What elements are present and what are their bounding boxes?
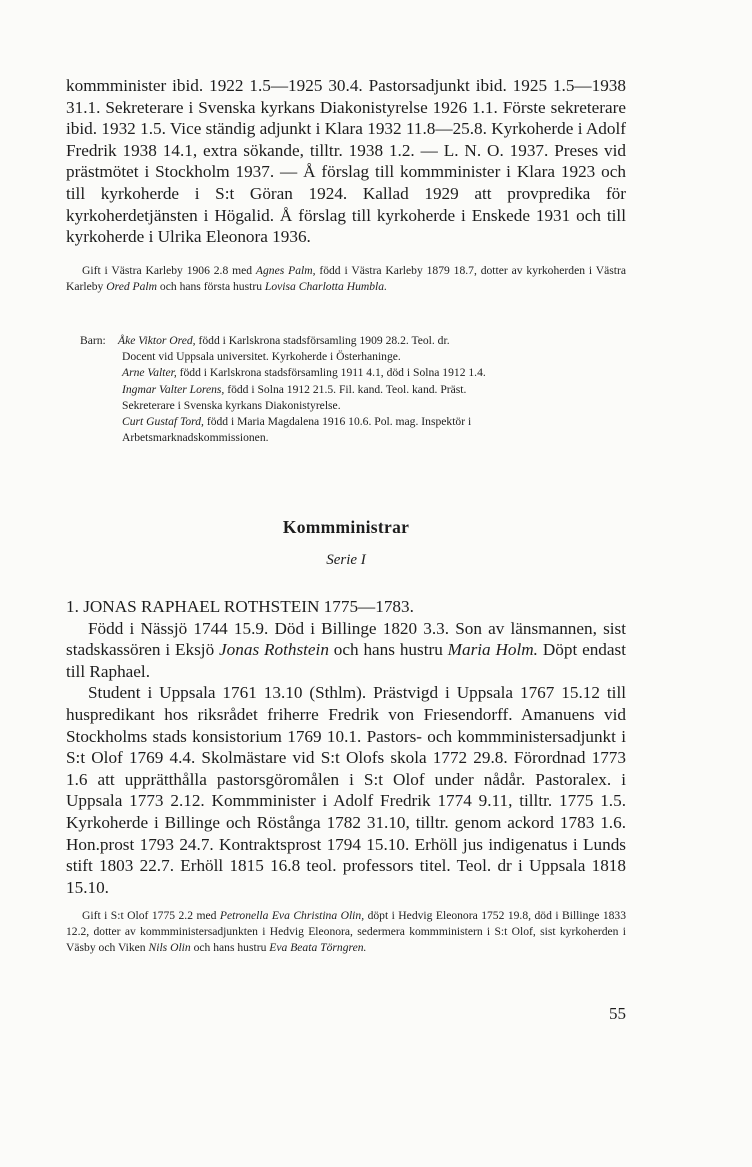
section-title: Kommministrar	[282, 517, 410, 537]
marriage-text: och hans första hustru	[157, 280, 265, 294]
continued-biography-paragraph	[66, 75, 626, 248]
child-name: Arne Valter,	[122, 366, 177, 380]
marriage-note	[66, 263, 626, 295]
child-details-cont: Arbetsmarknadskommissionen.	[122, 431, 269, 445]
marriage-text: Gift i Västra Karleby 1906 2.8 med	[82, 264, 256, 277]
biography-text: kommminister ibid. 1922 1.5—1925 30.4. Pastorsadjunkt ibid. 1925 1.5—1938 31.1. Sekreterare i Svenska kyrkans Diakonistyrelse 1926 1.1. Förste sekreterare ibid. 1932 1.5. Vice ständig adjunkt i Klara 1932 11.8—25.8. Kyrkoherde i Adolf Fredrik 1938 14.1, extra sökande, tilltr. 1938 1.2. — L. N. O. 1937. Preses vid prästmötet i Stockholm 1937. — Å förslag till kommminister i Klara 1923 och till kyrkoherde i S:t Göran 1924. Kallad 1929 att provpredika för kyrkoherdetjänsten i Högalid. Å förslag till kyrkoherde i Enskede 1931 och till kyrkoherde i Ulrika Eleonora 1936.	[66, 76, 626, 247]
entry-paragraph	[66, 618, 626, 683]
wife-name: Agnes Palm,	[255, 264, 316, 277]
child-entry	[80, 414, 628, 430]
child-name: Ingmar Valter Lorens,	[122, 382, 225, 396]
section-series: Serie I	[326, 552, 366, 568]
child-details: född i Maria Magdalena 1916 10.6. Pol. mag. Inspektör i	[203, 415, 472, 429]
child-details: född i Karlskrona stadsförsamling 1909 28.2. Teol. dr.	[195, 334, 450, 347]
page-number: 55	[609, 1004, 626, 1023]
children-list	[80, 333, 628, 446]
marriage-text: Gift i S:t Olof 1775 2.2 med	[82, 909, 220, 922]
entry-heading: 1. JONAS RAPHAEL ROTHSTEIN 1775—1783.	[66, 597, 414, 616]
wife-name: Petronella Eva Christina Olin,	[219, 909, 365, 922]
marriage-text: och hans hustru	[190, 941, 270, 955]
child-entry	[80, 333, 628, 349]
child-details-cont: Docent vid Uppsala universitet. Kyrkoherde i Österhaninge.	[122, 350, 401, 364]
child-details: född i Karlskrona stadsförsamling 1911 4.1, död i Solna 1912 1.4.	[176, 366, 486, 380]
children-label: Barn:	[80, 334, 106, 347]
child-entry	[80, 382, 628, 398]
child-name: Curt Gustaf Tord,	[122, 415, 204, 429]
child-name: Åke Viktor Ored,	[118, 334, 196, 347]
entry-text: och hans hustru	[328, 640, 448, 660]
marriage-note	[66, 908, 626, 957]
mother-name: Maria Holm.	[447, 640, 538, 660]
entry-paragraph: Student i Uppsala 1761 13.10 (Sthlm). Prästvigd i Uppsala 1767 15.12 till huspredikant hos riksrådet friherre Fredrik von Friesendorff. Amanuens vid Stockholms stads konsistorium 1769 10.1. Pastors- och kommministersadjunkt i S:t Olof 1769 4.4. Skolmästare vid S:t Olofs skola 1772 29.8. Förordnad 1773 1.6 att upprätthålla pastorsgöromålen i S:t Olof under nådår. Pastoralex. i Uppsala 1773 2.12. Kommminister i Adolf Fredrik 1774 9.11, tilltr. 1775 1.5. Kyrkoherde i Billinge och Röstånga 1782 31.10, tilltr. genom ackord 1783 1.6. Hon.prost 1793 24.7. Kontraktsprost 1794 15.10. Erhöll jus indigenatus i Lunds stift 1803 22.7. Erhöll 1815 16.8 teol. professors titel. Teol. dr i Uppsala 1818 15.10.	[66, 683, 626, 897]
child-details-cont: Sekreterare i Svenska kyrkans Diakonistyrelse.	[122, 398, 341, 412]
father-name: Jonas Rothstein	[219, 640, 329, 660]
marriage-text: född i Västra Karleby 1879 18.7, dotter av kyrkoherden i Västra Karleby	[66, 264, 626, 294]
mother-name: Lovisa Charlotta Humbla.	[264, 280, 387, 294]
child-entry	[80, 365, 628, 381]
father-name: Ored Palm	[106, 280, 158, 294]
child-details: född i Solna 1912 21.5. Fil. kand. Teol. kand. Präst.	[224, 382, 467, 396]
father-name: Nils Olin	[148, 941, 191, 955]
mother-name: Eva Beata Törngren.	[269, 941, 367, 955]
entry-text: Döpt endast till Raphael.	[66, 640, 626, 681]
entry-text: Född i Nässjö 1744 15.9. Död i Billinge 1820 3.3. Son av länsmannen, sist stadskassören i Eksjö	[66, 618, 626, 660]
biography-entry	[66, 596, 626, 898]
marriage-text: döpt i Hedvig Eleonora 1752 19.8, död i Billinge 1833 12.2, dotter av kommministersadjunkten i Hedvig Eleonora, sedermera kommministern i S:t Olof, sist kyrkoherden i Väsby och Viken	[66, 909, 627, 955]
